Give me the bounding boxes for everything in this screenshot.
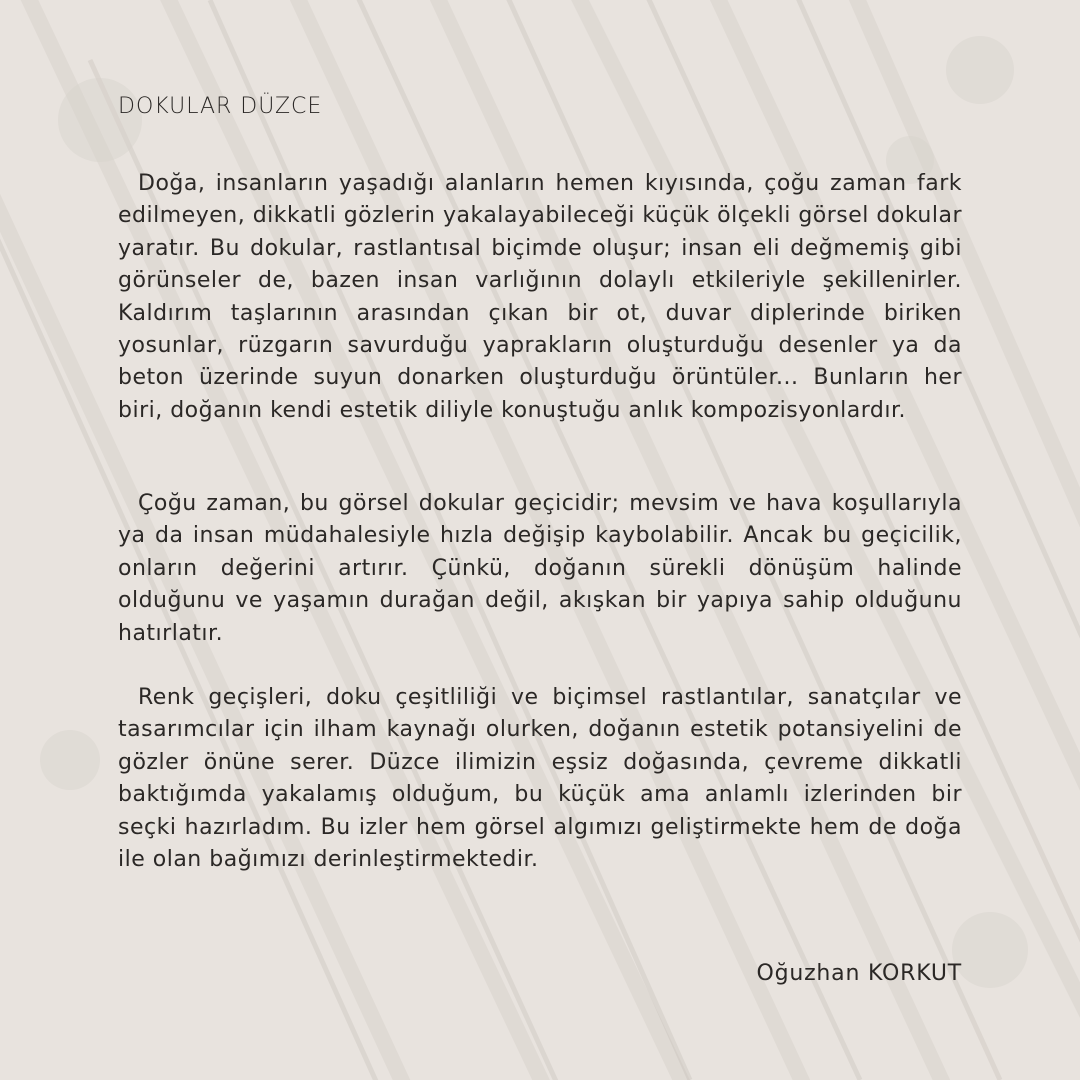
paragraph-1: Doğa, insanların yaşadığı alanların hemen kıyısında, çoğu zaman fark edilmeyen, dikkatli gözlerin yakalayabileceği küçük ölçekli görsel dokular yaratır. Bu dokular, rastlantısal biçimde oluşur; insan eli değmemiş gibi görünseler de, bazen insan varlığının dolaylı etkileriyle şekillenirler. Kaldırım taşlarının arasından çıkan bir ot, duvar diplerinde biriken yosunlar, rüzgarın savurduğu yaprakların oluşturduğu desenler ya da beton üzerinde suyun donarken oluşturduğu örüntüler... Bunların her biri, doğanın kendi estetik diliyle konuştuğu anlık kompozisyonlardır. [118,171,962,423]
paragraph-2: Çoğu zaman, bu görsel dokular geçicidir; mevsim ve hava koşullarıyla ya da insan müdahalesiyle hızla değişip kaybolabilir. Ancak bu geçicilik, onların değerini artırır. Çünkü, doğanın sürekli dönüşüm halinde olduğunu ve yaşamın durağan değil, akışkan bir yapıya sahip olduğunu hatırlatır. [118,491,962,646]
document-title: DOKULAR DÜZCE [118,93,323,119]
document-page [118,76,962,1016]
paragraph-3: Renk geçişleri, doku çeşitliliği ve biçimsel rastlantılar, sanatçılar ve tasarımcılar için ilham kaynağı olurken, doğanın estetik potansiyelini de gözler önüne serer. Düzce ilimizin eşsiz doğasında, çevreme dikkatli baktığımda yakalamış olduğum, bu küçük ama anlamlı izlerinden bir seçki hazırladım. Bu izler hem görsel algımızı geliştirmekte hem de doğa ile olan bağımızı derinleştirmektedir. [118,685,962,873]
author-signature: Oğuzhan KORKUT [756,961,962,986]
